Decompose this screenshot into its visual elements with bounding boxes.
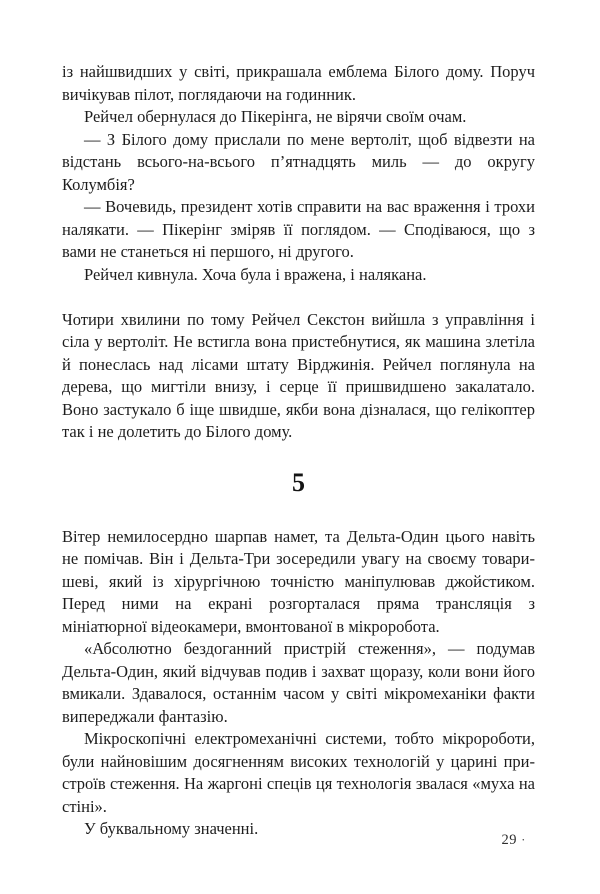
body-paragraph: Рейчел обернулася до Пікерінга, не вірячи своїм очам. (84, 107, 467, 126)
body-paragraph: Рейчел кивнула. Хоча була і вражена, і налякана. (84, 264, 427, 284)
body-paragraph-continuation: із найшвидших у світі, прикрашала емблема Білого дому. Поруч вичікував пілот, поглядаючи на годинник. (62, 62, 535, 104)
dialogue-paragraph: — З Білого дому прислали по мене вертоліт, щоб відвезти на відстань всього-на-всього п’ятнадцять миль — до округу Колумбія? (62, 129, 535, 194)
page-number (502, 832, 526, 848)
chapter-number-heading: 5 (292, 467, 305, 497)
body-paragraph: Мікроскопічні електромеханічні системи, тобто мікророботи, були найновішим досягненням високих технологій у царині пристроїв стеження. На жаргоні спеців ця технологія звалася «муха на стіні». (62, 729, 535, 816)
dialogue-paragraph: — Вочевидь, президент хотів справити на вас враження і трохи налякати. — Пікерінг зміряв її поглядом. — Сподіваюся, що з вами не станеться ні першого, ні другого. (62, 197, 535, 261)
text-column (62, 61, 535, 841)
body-paragraph-scene-start: Чотири хвилини по тому Рейчел Секстон вийшла з управління і сіла у вертоліт. Не встигла вона пристебнутися, як машина злетіла й понеслась над лісами штату Вірджинія. Рейчел поглянула на дерева, що мигтіли внизу, і серце її пришвидшено закалатало. Воно застукало б іще швидше, якби вона дізналася, що гелікоптер так і не долетить до Білого дому. (62, 309, 535, 441)
body-paragraph-chapter-start: Вітер немилосердно шарпав намет, та Дельта-Один цього навіть не помічав. Він і Дельта-Три зосередили увагу на своєму товаришеві, який із хірургічною точністю маніпулював джойстиком. Перед ними на екрані розгорталася пряма трансляція з мініатюрної відеокамери, вмонтованої в мікроробота. (62, 526, 535, 636)
body-paragraph: У буквальному значенні. (84, 819, 259, 838)
body-paragraph: «Абсолютно бездоганний пристрій стеження», — подумав Дельта-Один, який відчував подив і захват щоразу, коли вони його вмикали. Здавалося, останнім часом у світі мікромеханіки факти випереджали фантазію. (62, 639, 535, 726)
page-number-value: 29 (501, 832, 518, 848)
page-number-marker: · (521, 832, 526, 847)
